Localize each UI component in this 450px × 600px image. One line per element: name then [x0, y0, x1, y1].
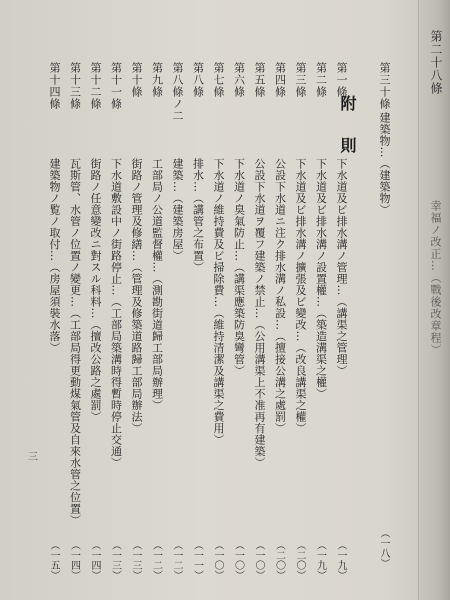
toc-entry-number: 第三十條: [378, 62, 391, 110]
toc-entry-description: 建築物ノ覧ノ取付…（房屋須裝水落）: [48, 158, 61, 354]
toc-entry-description: 下水道及ビ排水溝ノ擴張及ビ變改…（改良講渠之權）: [294, 158, 307, 434]
toc-entry-page: （一三）: [130, 540, 141, 580]
toc-entry-number: 第九條: [150, 62, 164, 98]
toc-entry-number: 第十條: [130, 62, 143, 98]
toc-entry-page: （一三）: [109, 540, 121, 580]
toc-entry-number: 第二條: [314, 62, 328, 98]
toc-entry-page: （一四）: [89, 540, 100, 580]
toc-entry-description: 公設下水道ヲ覆フ建築ノ禁止…（公用溝渠上不准再有建築）: [253, 158, 266, 469]
toc-entry-number: 第八條: [191, 62, 205, 98]
toc-entry-description: 下水道敷設中ノ街路停止…（工部局築溝時得暫時停止交通）: [109, 158, 123, 469]
toc-entry-description: 排水…（講管之布置）: [191, 158, 205, 273]
toc-entry-number: 第十三條: [68, 62, 82, 110]
toc-entry-number: 第十四條: [48, 62, 61, 110]
facing-page-line: 幸福ノ改正…（戰後改章程）: [429, 200, 442, 356]
toc-entry-page: （二〇）: [273, 540, 285, 580]
toc-entry-page: （一二）: [171, 540, 182, 580]
toc-entry-number: 第三條: [294, 62, 307, 98]
toc-entry-description: 建築物…（建築物）: [378, 112, 391, 216]
toc-entry-number: 第八條ノ二: [171, 62, 184, 122]
toc-entry-description: 下水道ノ臭氣防止…（講渠應築防臭彎管）: [232, 158, 246, 377]
toc-entry-number: 第四條: [273, 62, 287, 98]
toc-entry-page: （一五）: [48, 540, 59, 580]
toc-entry-page: （一〇）: [212, 540, 223, 580]
toc-entry-number: 第六條: [232, 62, 246, 98]
toc-entry-description: 瓦斯管、水管ノ位置ノ變更…（工部局得更動煤氣管及自來水管之位置）: [68, 158, 82, 526]
facing-page: [424, 0, 450, 600]
page-folio: 三: [28, 452, 38, 463]
toc-entry-description: 下水道及ビ排水溝ノ管理…（講渠之管理）: [335, 158, 348, 377]
toc-entry-page: （一四）: [68, 540, 80, 580]
toc-entry-page: （一〇）: [232, 540, 244, 580]
toc-entry-description: 街路ノ任意變改ニ對スル科料…（擅改公路之處罰）: [89, 158, 102, 423]
toc-entry-description: 街路ノ管理及修繕…（管理及修築道路歸工部局辦法）: [130, 158, 143, 434]
toc-entry-page: （一八）: [378, 528, 389, 568]
toc-entry-description: 工部局ノ公道監督權…（測勘街道歸工部局辦理）: [150, 158, 164, 411]
toc-entry-number: 第十二條: [89, 62, 102, 110]
toc-entry-page: （一〇）: [253, 540, 264, 580]
toc-entry-number: 第一條: [335, 62, 348, 98]
toc-entry-description: 下水道及ビ排水溝ノ設置權…（築造溝渠之權）: [314, 158, 328, 400]
toc-entry-description: 下水道ノ維持費及ビ掃除費…（維持清潔及講渠之費用）: [212, 158, 225, 446]
section-heading: 附則: [338, 95, 357, 179]
toc-entry-page: （一九）: [314, 540, 326, 580]
toc-entry-description: 建築…（建築房屋）: [171, 158, 184, 262]
toc-entry-number: 第七條: [212, 62, 225, 98]
toc-entry-page: （一二）: [150, 540, 162, 580]
toc-entry-number: 第五條: [253, 62, 266, 98]
toc-entry-page: （二〇）: [294, 540, 305, 580]
toc-entry-page: （一一）: [191, 540, 203, 580]
toc-entry-number: 第十一條: [109, 62, 123, 110]
toc-entry-page: （一九）: [335, 540, 346, 580]
facing-page-title: 第二十八條: [429, 30, 443, 95]
toc-entry-description: 公設下水道ニ注ク排水溝ノ私設…（擅接公溝之處罰）: [273, 158, 287, 434]
